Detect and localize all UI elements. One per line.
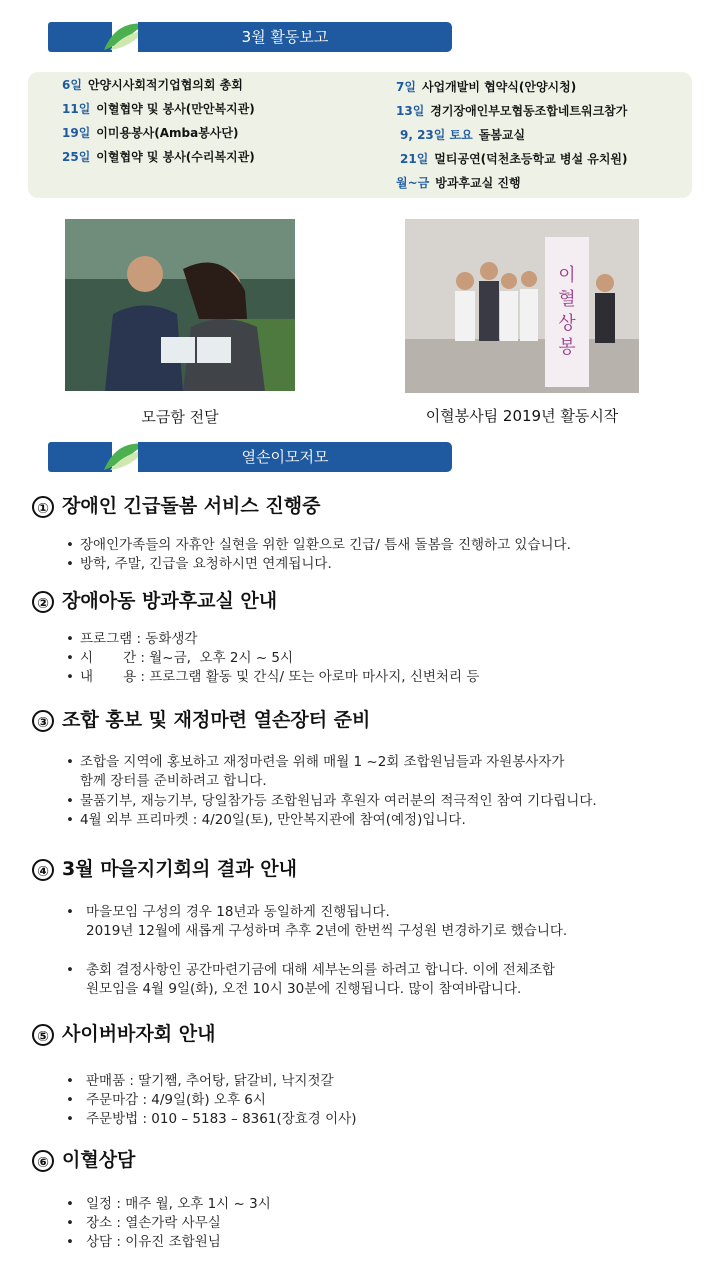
bullet-line: • 프로그램 : 동화생각 <box>66 631 198 647</box>
schedule-item: 7일 사업개발비 협약식(안양시청) <box>396 80 577 94</box>
photo-illustration <box>405 219 639 393</box>
schedule-item: 월~금 방과후교실 진행 <box>396 176 521 190</box>
schedule-item: 13일 경기장애인부모협동조합네트워크참가 <box>396 104 628 118</box>
schedule-item: 9, 23일 토요 돌봄교실 <box>400 128 526 142</box>
schedule-item: 21일 멀티공연(덕천초등학교 병설 유치원) <box>400 152 628 166</box>
volunteer-team-photo <box>405 219 639 393</box>
photo-caption-right: 이혈봉사팀 2019년 활동시작 <box>425 407 619 425</box>
banner-title: 3월 활동보고 <box>241 28 329 46</box>
schedule-item: 6일 안양시사회적기업협의회 총회 <box>62 78 243 92</box>
bullet-line: • 내 용 : 프로그램 활동 및 간식/ 또는 아로마 마사지, 신변처리 등 <box>66 669 480 685</box>
bullet-line: • 시 간 : 월~금, 오후 2시 ~ 5시 <box>66 650 294 666</box>
photo-illustration <box>65 219 295 391</box>
bullet-line: • 조합을 지역에 홍보하고 재정마련을 위해 매월 1 ~2회 조합원님들과 자원봉사자가 <box>66 754 565 770</box>
banner-title: 열손이모저모 <box>241 448 329 466</box>
bullet-line: • 판매품 : 딸기쨈, 추어탕, 닭갈비, 낙지젓갈 <box>66 1073 334 1089</box>
bullet-line-continued: 2019년 12월에 새롭게 구성하며 추후 2년에 한번씩 구성원 변경하기로 했습니다. <box>86 923 568 939</box>
section-heading-1: ① 장애인 긴급돌봄 서비스 진행중 <box>32 491 320 518</box>
svg-text:혈: 혈 <box>558 289 576 310</box>
news-banner <box>48 442 452 472</box>
march-report-banner <box>48 22 452 52</box>
schedule-item: 25일 이혈협약 및 봉사(수리복지관) <box>62 150 255 164</box>
svg-text:상: 상 <box>558 313 576 334</box>
bullet-line: • 장소 : 열손가락 사무실 <box>66 1215 221 1231</box>
section-heading-2: ② 장애아동 방과후교실 안내 <box>32 586 277 613</box>
bullet-line: • 방학, 주말, 긴급을 요청하시면 연계됩니다. <box>66 556 332 572</box>
section-heading-5: ⑤ 사이버바자회 안내 <box>32 1019 215 1046</box>
section-heading-4: ④ 3월 마을지기회의 결과 안내 <box>32 854 297 881</box>
bullet-line-continued: 원모임을 4월 9일(화), 오전 10시 30분에 진행됩니다. 많이 참여바랍니다. <box>86 981 522 997</box>
bullet-line: • 마을모임 구성의 경우 18년과 동일하게 진행됩니다. <box>66 904 390 920</box>
svg-text:봉: 봉 <box>558 337 576 358</box>
section-heading-3: ③ 조합 홍보 및 재정마련 열손장터 준비 <box>32 705 370 732</box>
schedule-item: 11일 이혈협약 및 봉사(만안복지관) <box>62 102 255 116</box>
bullet-line: • 장애인가족들의 자휴안 실현을 위한 일환으로 긴급/ 틈새 돌봄을 진행하고 있습니다. <box>66 537 571 553</box>
donation-photo <box>65 219 295 391</box>
svg-text:이: 이 <box>558 265 576 286</box>
section-heading-6: ⑥ 이혈상담 <box>32 1145 135 1172</box>
bullet-line: • 주문방법 : 010 – 5183 – 8361(장효경 이사) <box>66 1111 357 1127</box>
bullet-line: • 주문마감 : 4/9일(화) 오후 6시 <box>66 1092 266 1108</box>
bullet-line: • 물품기부, 재능기부, 당일참가등 조합원님과 후원자 여러분의 적극적인 참여 기다립니다. <box>66 793 597 809</box>
bullet-line: • 상담 : 이유진 조합원님 <box>66 1234 221 1250</box>
bullet-line: • 총회 결정사항인 공간마련기금에 대해 세부논의를 하려고 합니다. 이에 전체조합 <box>66 962 555 978</box>
bullet-line: • 일정 : 매주 월, 오후 1시 ~ 3시 <box>66 1196 271 1212</box>
schedule-box <box>28 72 692 198</box>
bullet-line: • 4월 외부 프리마켓 : 4/20일(토), 만안복지관에 참여(예정)입니다. <box>66 812 466 828</box>
bullet-line-continued: 함께 장터를 준비하려고 합니다. <box>80 773 267 789</box>
photo-caption-left: 모금함 전달 <box>141 408 219 426</box>
schedule-item: 19일 이미용봉사(Amba봉사단) <box>62 126 239 140</box>
